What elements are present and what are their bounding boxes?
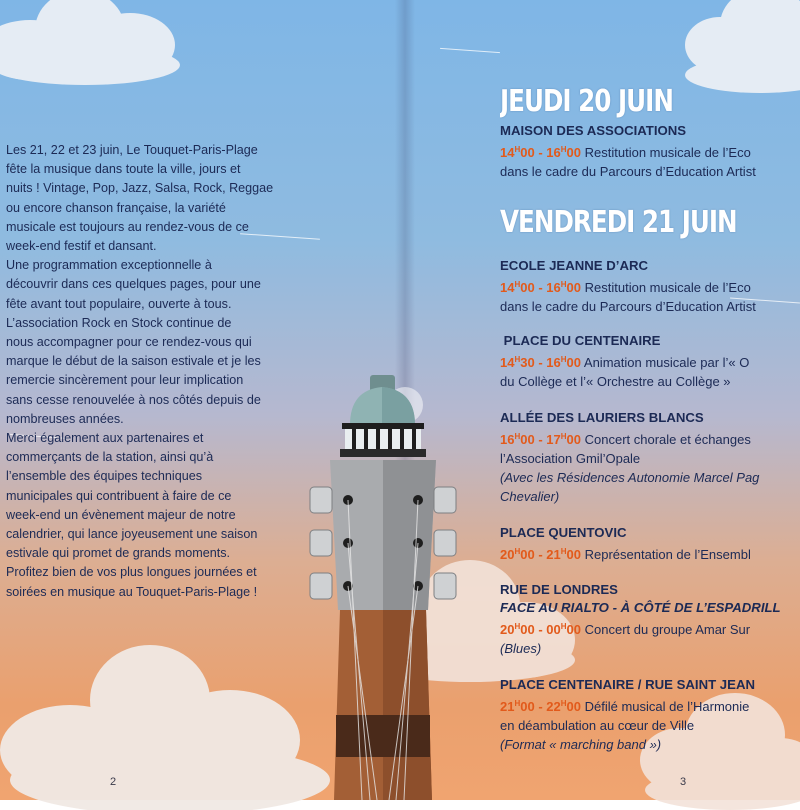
intro-line: nous accompagner pour ce rendez-vous qui <box>6 335 252 350</box>
event-line <box>500 140 756 162</box>
event-description: Concert du groupe Amar Sur <box>584 622 751 637</box>
event-line <box>500 694 755 716</box>
intro-line: calendrier, qui lance joyeusement une saison <box>6 527 258 542</box>
event-time: $20^H00 - 21^H00$ <box>500 547 581 562</box>
intro-line: fête la musique dans toute la ville, jours et <box>6 162 241 177</box>
event-note: (Format « marching band ») <box>500 737 662 752</box>
event-description: Restitution musicale de l’Eco <box>584 145 751 160</box>
venue-name: ECOLE JEANNE D’ARC <box>500 258 649 273</box>
event-note: (Blues) <box>500 641 542 656</box>
event-block <box>500 524 751 564</box>
intro-line: fête avant tout populaire, ouverte à tous. <box>6 296 232 311</box>
event-time: $21^H00 - 22^H00$ <box>500 699 581 714</box>
event-time: $14^H00 - 16^H00$ <box>500 145 581 160</box>
event-description: Défilé musical de l’Harmonie <box>584 699 750 714</box>
lighthouse-guitar-headstock-icon <box>300 365 465 800</box>
venue-name: PLACE DU CENTENAIRE <box>500 333 661 348</box>
programme <box>500 84 800 774</box>
event-block <box>500 409 759 506</box>
intro-text <box>6 141 296 602</box>
event-description: Restitution musicale de l’Eco <box>584 280 751 295</box>
event-block <box>500 257 756 316</box>
intro-line: ou encore chanson française, la variété <box>6 200 226 215</box>
intro-line: Les 21, 22 et 23 juin, Le Touquet-Paris-Plage <box>6 143 258 157</box>
event-description-cont: dans le cadre du Parcours d’Education Artist <box>500 164 756 179</box>
venue-name: RUE DE LONDRES <box>500 582 618 597</box>
event-note: (Avec les Résidences Autonomie Marcel Pag <box>500 470 760 485</box>
event-line <box>500 427 759 449</box>
intro-line: découvrir dans ces quelques pages, pour une <box>6 277 261 292</box>
event-line <box>500 617 781 639</box>
page-number-right: 3 <box>680 776 687 788</box>
event-line <box>500 275 756 297</box>
event-block <box>500 122 756 181</box>
event-time: $16^H00 - 17^H00$ <box>500 432 581 447</box>
venue-name: ALLÉE DES LAURIERS BLANCS <box>500 410 704 425</box>
venue-subtitle: FACE AU RIALTO - À CÔTÉ DE L’ESPADRILL <box>500 600 781 615</box>
intro-line: marque le début de la saison estivale et je les <box>6 354 261 369</box>
event-block <box>500 332 749 391</box>
intro-line: week-end un évènement majeur de notre <box>6 507 236 522</box>
intro-line: commerçants de la station, ainsi qu’à <box>6 450 214 465</box>
intro-line: musicale est toujours au rendez-vous de ce <box>6 219 249 234</box>
event-line <box>500 350 749 372</box>
event-description: Animation musicale par l’« O <box>583 355 750 370</box>
event-time: $14^H00 - 16^H00$ <box>500 280 581 295</box>
intro-line: nuits ! Vintage, Pop, Jazz, Salsa, Rock, Reggae <box>6 181 274 196</box>
intro-line: Merci également aux partenaires et <box>6 431 204 446</box>
intro-line: week-end festif et dansant. <box>6 239 157 254</box>
venue-name: PLACE CENTENAIRE / RUE SAINT JEAN <box>500 677 755 692</box>
event-description-cont: l’Association Gmil’Opale <box>500 451 641 466</box>
event-block <box>500 581 781 658</box>
intro-line: l’ensemble des équipes techniques <box>6 469 203 484</box>
event-description-cont: du Collège et l’« Orchestre au Collège » <box>500 374 731 389</box>
event-time: $14^H30 - 16^H00$ <box>500 355 581 370</box>
event-time: $20^H00 - 00^H00$ <box>500 622 581 637</box>
day-title: VENDREDI 21 JUIN <box>500 205 737 240</box>
intro-line: estivale qui promet de grands moments. <box>6 546 231 561</box>
event-description-cont: en déambulation au cœur de Ville <box>500 718 695 733</box>
event-block <box>500 676 755 754</box>
event-description-cont: dans le cadre du Parcours d’Education Artist <box>500 299 756 314</box>
intro-line: Profitez bien de vos plus longues journées et <box>6 565 257 580</box>
intro-line: nombreuses années. <box>6 411 124 426</box>
event-line <box>500 542 751 564</box>
day-title: JEUDI 20 JUIN <box>500 84 673 119</box>
venue-name: MAISON DES ASSOCIATIONS <box>500 123 687 138</box>
venue-name: PLACE QUENTOVIC <box>500 525 627 540</box>
cloud-bottom-left <box>0 630 330 810</box>
event-description: Représentation de l’Ensembl <box>584 547 751 562</box>
page-number-left: 2 <box>110 776 117 788</box>
intro-line: municipales qui contribuent à faire de ce <box>6 488 232 503</box>
intro-line: remercie sincèrement pour leur implication <box>6 373 244 388</box>
intro-line: soirées en musique au Touquet-Paris-Plage ! <box>6 584 258 599</box>
event-note: Chevalier) <box>500 489 560 504</box>
intro-line: L’association Rock en Stock continue de <box>6 315 232 330</box>
intro-line: Une programmation exceptionnelle à <box>6 258 212 273</box>
intro-line: sans cesse renouvelée à nos côtés depuis de <box>6 392 261 407</box>
cloud-top-left <box>0 0 190 90</box>
event-description: Concert chorale et échanges <box>584 432 751 447</box>
